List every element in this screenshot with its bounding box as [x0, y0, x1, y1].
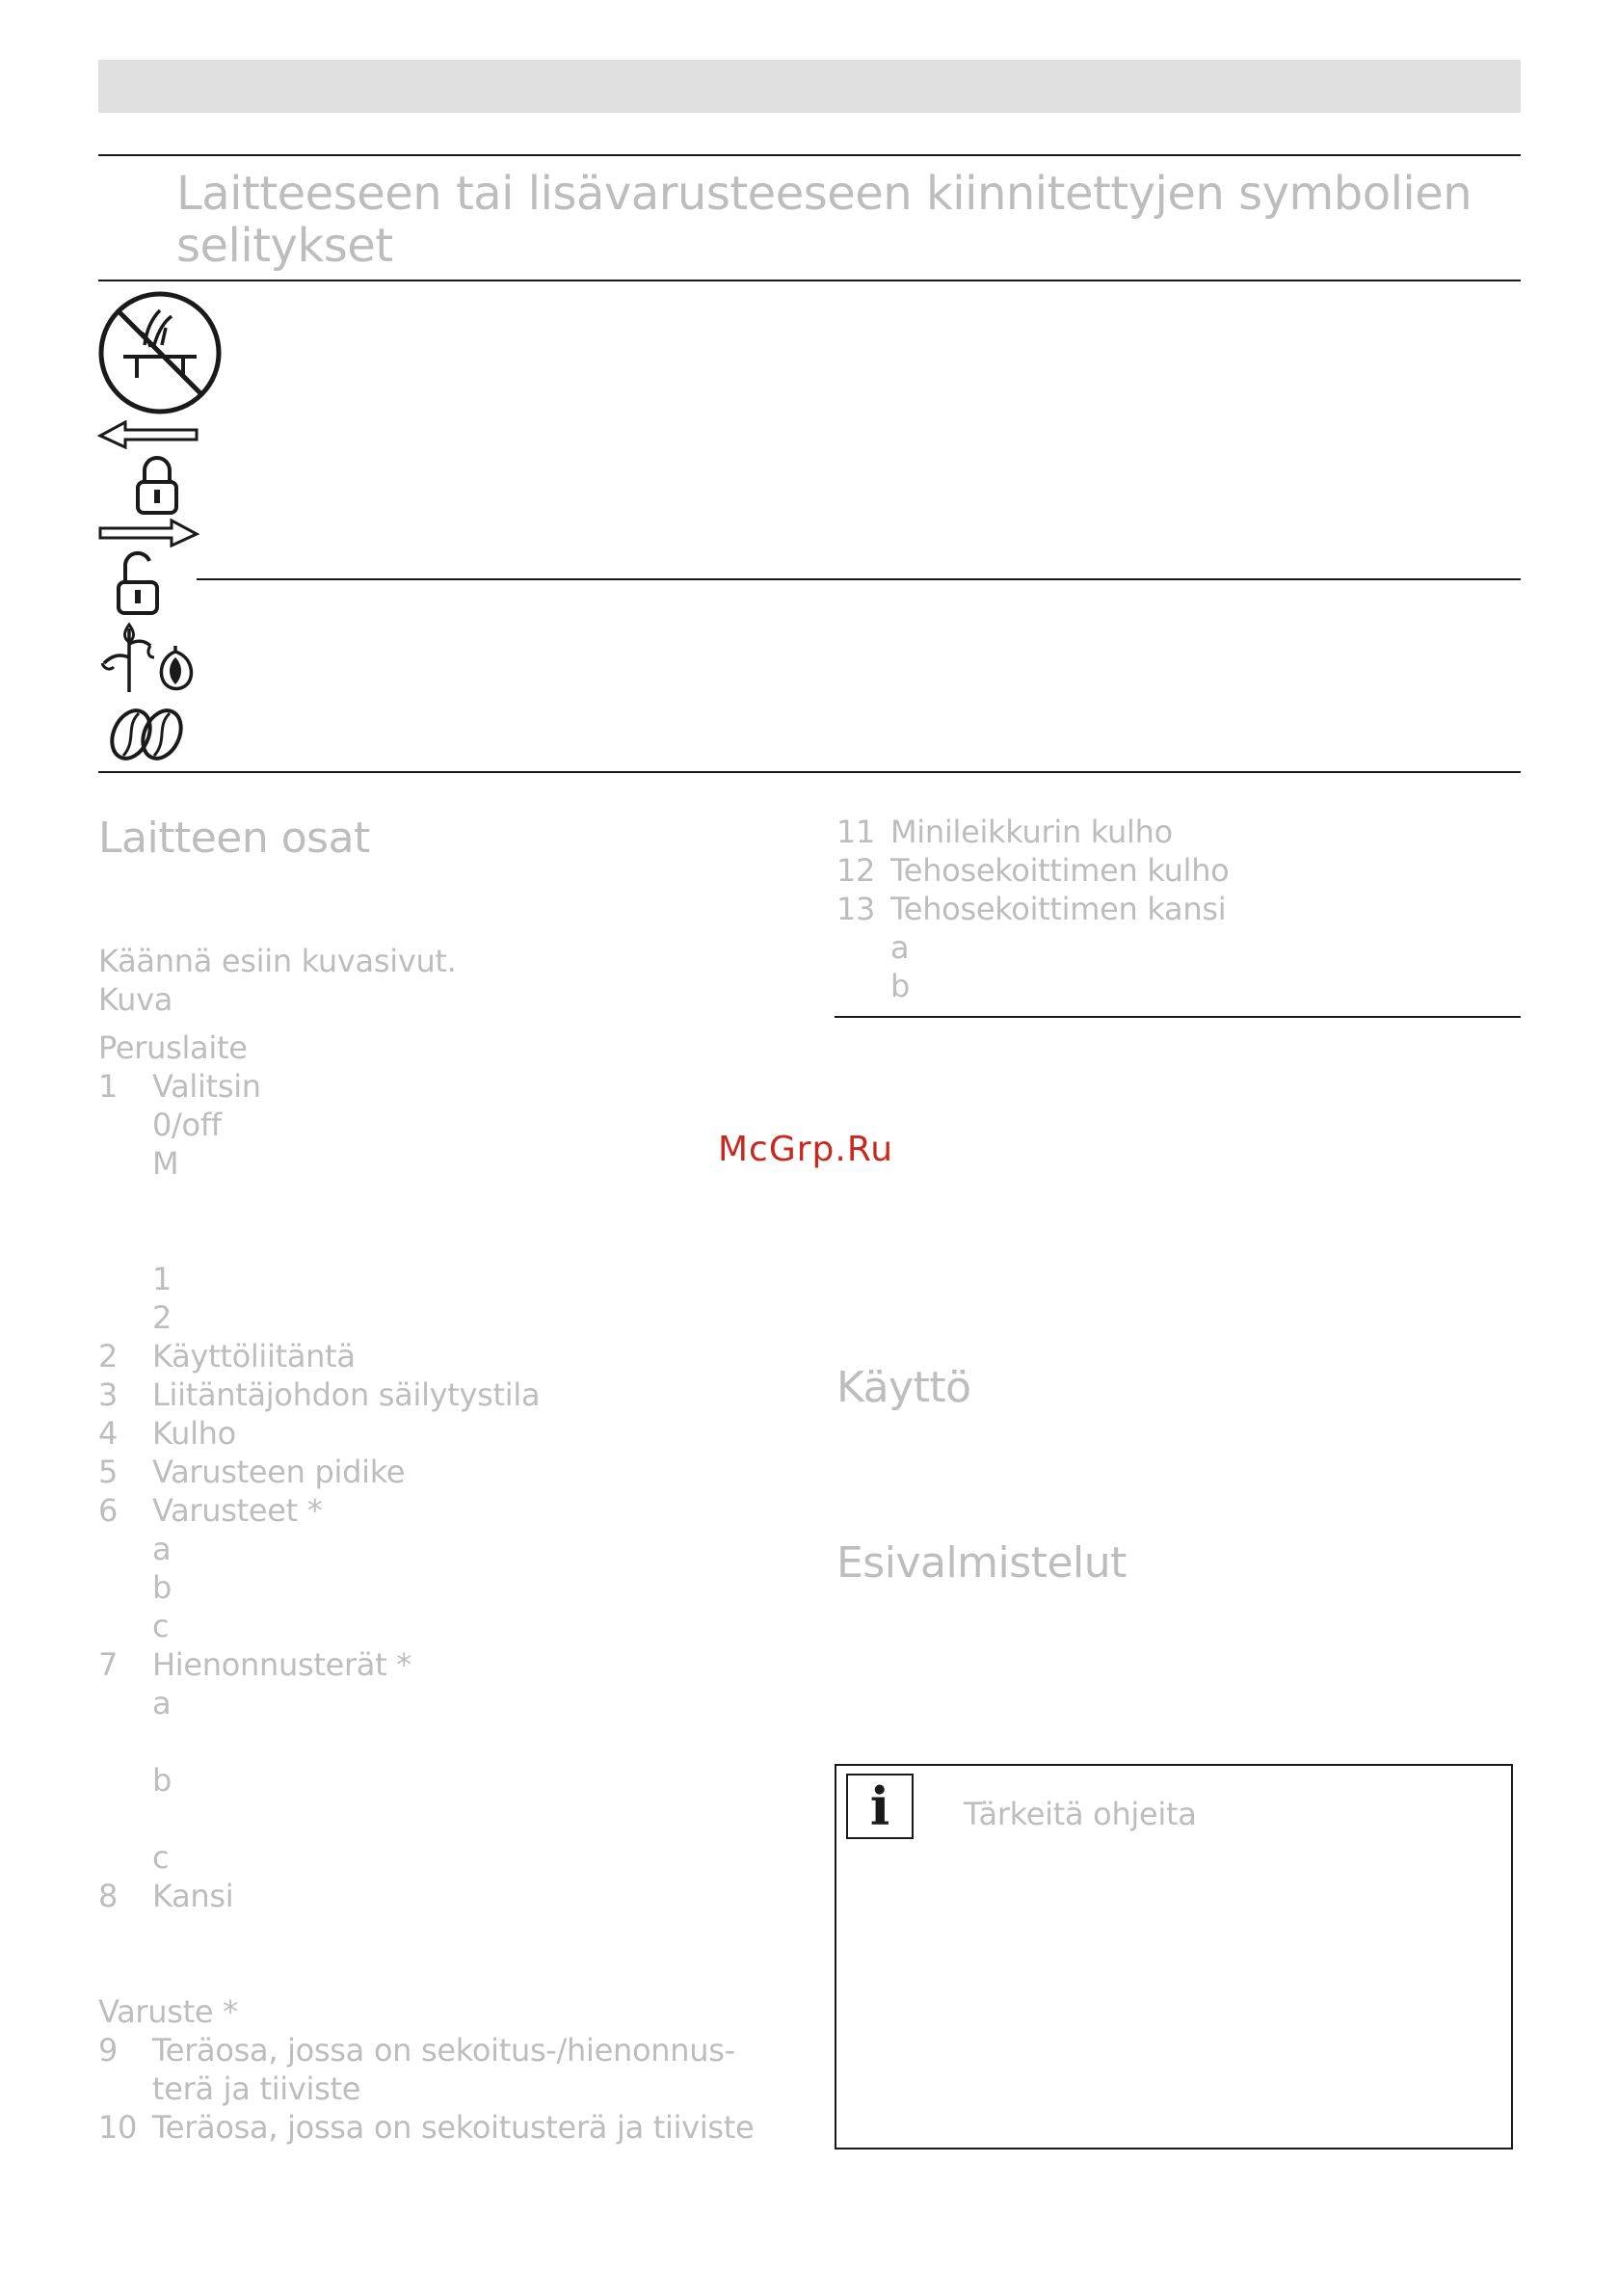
list-item: [98, 1067, 831, 1106]
item-number: 6: [98, 1492, 119, 1529]
list-item: [836, 851, 1569, 890]
item-label: Varusteet *: [152, 1492, 323, 1529]
item-label: Kansi: [152, 1878, 234, 1914]
item-number: 9: [98, 2032, 119, 2069]
item-number: 1: [98, 1068, 119, 1105]
base-unit-heading: Peruslaite: [98, 1029, 248, 1066]
list-item: [98, 1414, 831, 1453]
page-title-line2: selitykset: [176, 219, 393, 273]
list-item: [98, 1337, 831, 1375]
item-label: terä ja tiiviste: [152, 2070, 361, 2107]
item-label: a: [152, 1685, 172, 1722]
section-heading-preparation: Esivalmistelut: [836, 1538, 1127, 1588]
item-label: Kulho: [152, 1415, 236, 1452]
item-label: Minileikkurin kulho: [890, 814, 1173, 850]
list-item: [98, 1491, 831, 1530]
item-number: 5: [98, 1454, 119, 1490]
watermark: McGrp.Ru: [718, 1130, 894, 1169]
list-item: [98, 1607, 831, 1645]
important-notes-title: Tärkeitä ohjeita: [964, 1796, 1197, 1832]
item-number: 2: [98, 1338, 119, 1375]
item-label: b: [890, 968, 911, 1004]
item-label: Liitäntäjohdon säilytystila: [152, 1376, 541, 1413]
item-number: 4: [98, 1415, 119, 1452]
accessory-heading: Varuste *: [98, 1993, 238, 2030]
item-label: M: [152, 1145, 179, 1182]
list-item: [98, 1298, 831, 1337]
item-label: 1: [152, 1261, 172, 1297]
section-heading-parts: Laitteen osat: [98, 814, 370, 863]
item-label: 0/off: [152, 1107, 222, 1143]
item-number: 11: [836, 814, 876, 850]
list-item: [836, 928, 1569, 967]
item-label: Teräosa, jossa on sekoitusterä ja tiiviste: [152, 2109, 755, 2146]
item-label: Hienonnusterät *: [152, 1646, 411, 1683]
list-item: [98, 1838, 831, 1877]
turn-pages-text: Käännä esiin kuvasivut.: [98, 943, 457, 979]
item-label: a: [890, 929, 910, 966]
list-item: [98, 1645, 831, 1684]
list-item: [98, 1761, 831, 1800]
list-item: [98, 1530, 831, 1568]
list-end-rule: [835, 1016, 1521, 1018]
item-label: Käyttöliitäntä: [152, 1338, 356, 1375]
list-item: [836, 890, 1569, 928]
list-item: [98, 1260, 831, 1298]
list-item: [836, 813, 1569, 851]
item-label: Teräosa, jossa on sekoitus-/hienonnus-: [152, 2032, 735, 2069]
item-number: 13: [836, 891, 876, 927]
item-label: c: [152, 1608, 170, 1644]
list-item: [836, 967, 1569, 1005]
list-item: [98, 1877, 831, 1915]
list-item: [98, 2031, 831, 2069]
list-item: [98, 1684, 831, 1722]
item-number: 3: [98, 1376, 119, 1413]
item-label: Tehosekoittimen kulho: [890, 852, 1230, 889]
page-title-line1: Laitteeseen tai lisävarusteeseen kiinnitettyjen symbolien: [176, 167, 1472, 221]
item-number: 12: [836, 852, 876, 889]
info-icon: i: [846, 1774, 914, 1839]
item-label: b: [152, 1762, 172, 1799]
item-label: Varusteen pidike: [152, 1454, 406, 1490]
list-item: [98, 2108, 831, 2147]
item-number: 10: [98, 2109, 138, 2146]
item-label: b: [152, 1569, 172, 1606]
list-item: [98, 2069, 831, 2108]
list-item: [98, 1568, 831, 1607]
item-label: Tehosekoittimen kansi: [890, 891, 1227, 927]
item-number: 7: [98, 1646, 119, 1683]
item-label: c: [152, 1839, 170, 1876]
item-label: Valitsin: [152, 1068, 261, 1105]
section-heading-use: Käyttö: [836, 1363, 971, 1412]
list-item: [98, 1375, 831, 1414]
figure-label: Kuva: [98, 981, 173, 1018]
item-number: 8: [98, 1878, 119, 1914]
item-label: 2: [152, 1299, 172, 1336]
list-item: [98, 1453, 831, 1491]
item-label: a: [152, 1531, 172, 1567]
